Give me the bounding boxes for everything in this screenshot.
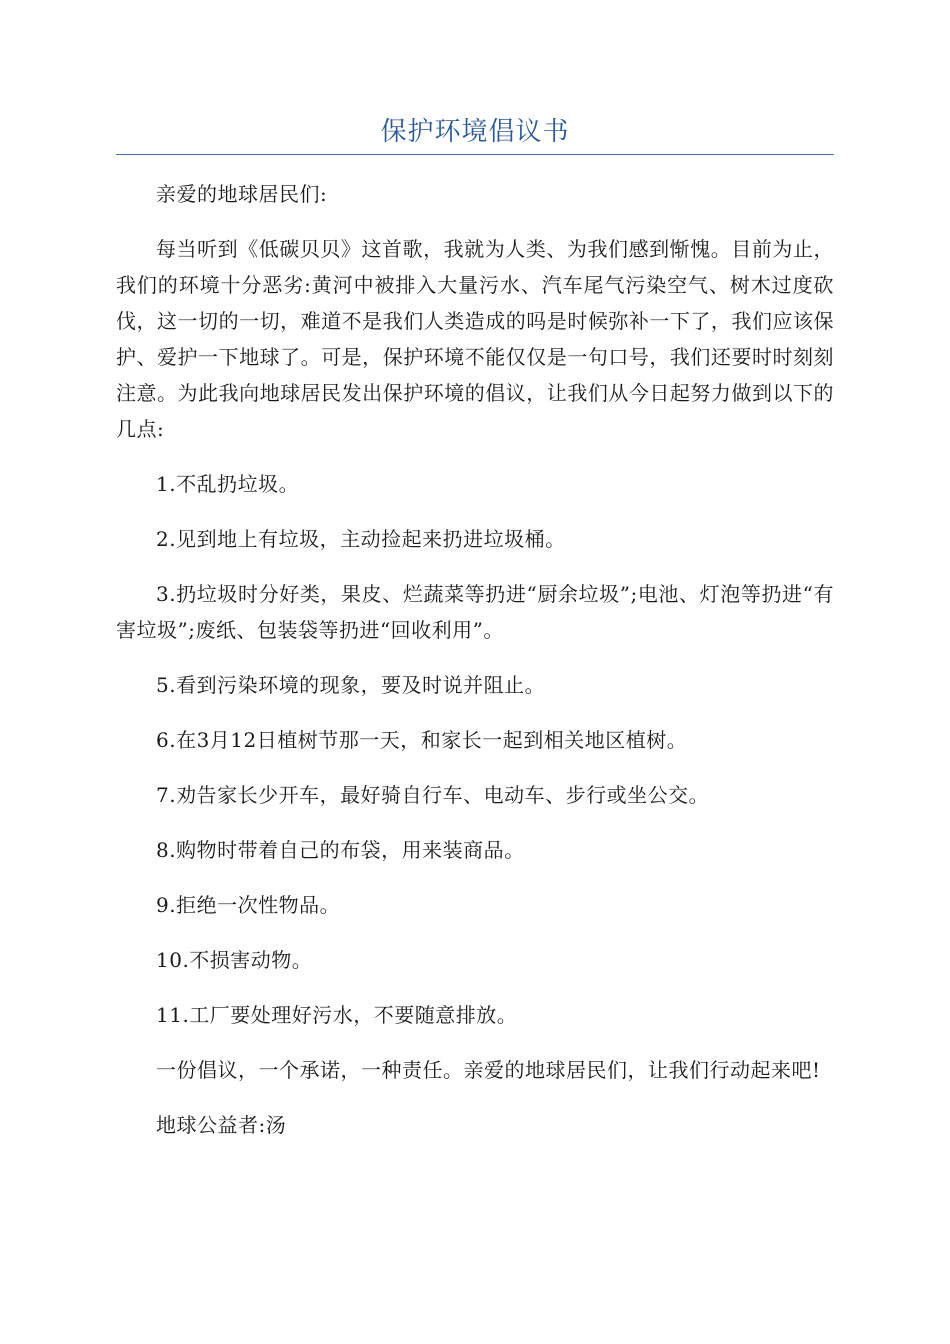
list-item: 7.劝告家长少开车，最好骑自行车、电动车、步行或坐公交。 — [156, 783, 710, 807]
list-item: 6.在3月12日植树节那一天，和家长一起到相关地区植树。 — [156, 728, 688, 752]
list-item: 5.看到污染环境的现象，要及时说并阻止。 — [156, 673, 546, 697]
document-title: 保护环境倡议书 — [380, 117, 570, 147]
list-item: 8.购物时带着自己的布袋，用来装商品。 — [156, 838, 525, 862]
list-item: 9.拒绝一次性物品。 — [156, 893, 341, 917]
closing-paragraph: 一份倡议，一个承诺，一种责任。亲爱的地球居民们，让我们行动起来吧! — [156, 1058, 821, 1082]
document-body — [116, 176, 834, 1162]
list-item: 11.工厂要处理好污水，不要随意排放。 — [156, 1003, 518, 1027]
list-item: 3.扔垃圾时分好类，果皮、烂蔬菜等扔进“厨余垃圾”;电池、灯泡等扔进“有害垃圾”;废纸、包装袋等扔进“回收利用”。 — [116, 582, 834, 642]
list-item: 2.见到地上有垃圾，主动捡起来扔进垃圾桶。 — [156, 527, 566, 551]
signature-line: 地球公益者:汤 — [156, 1113, 287, 1137]
list-item: 1.不乱扔垃圾。 — [156, 472, 300, 496]
intro-paragraph: 每当听到《低碳贝贝》这首歌，我就为人类、为我们感到惭愧。目前为止，我们的环境十分恶劣:黄河中被排入大量污水、汽车尾气污染空气、树木过度砍伐，这一切的一切，难道不是我们人类造成的吗是时候弥补一下了，我们应该保护、爱护一下地球了。可是，保护环境不能仅仅是一句口号，我们还要时时刻刻注意。为此我向地球居民发出保护环境的倡议，让我们从今日起努力做到以下的几点: — [116, 237, 834, 441]
title-underline — [116, 154, 834, 155]
salutation: 亲爱的地球居民们: — [156, 182, 328, 206]
list-item: 10.不损害动物。 — [156, 948, 313, 972]
